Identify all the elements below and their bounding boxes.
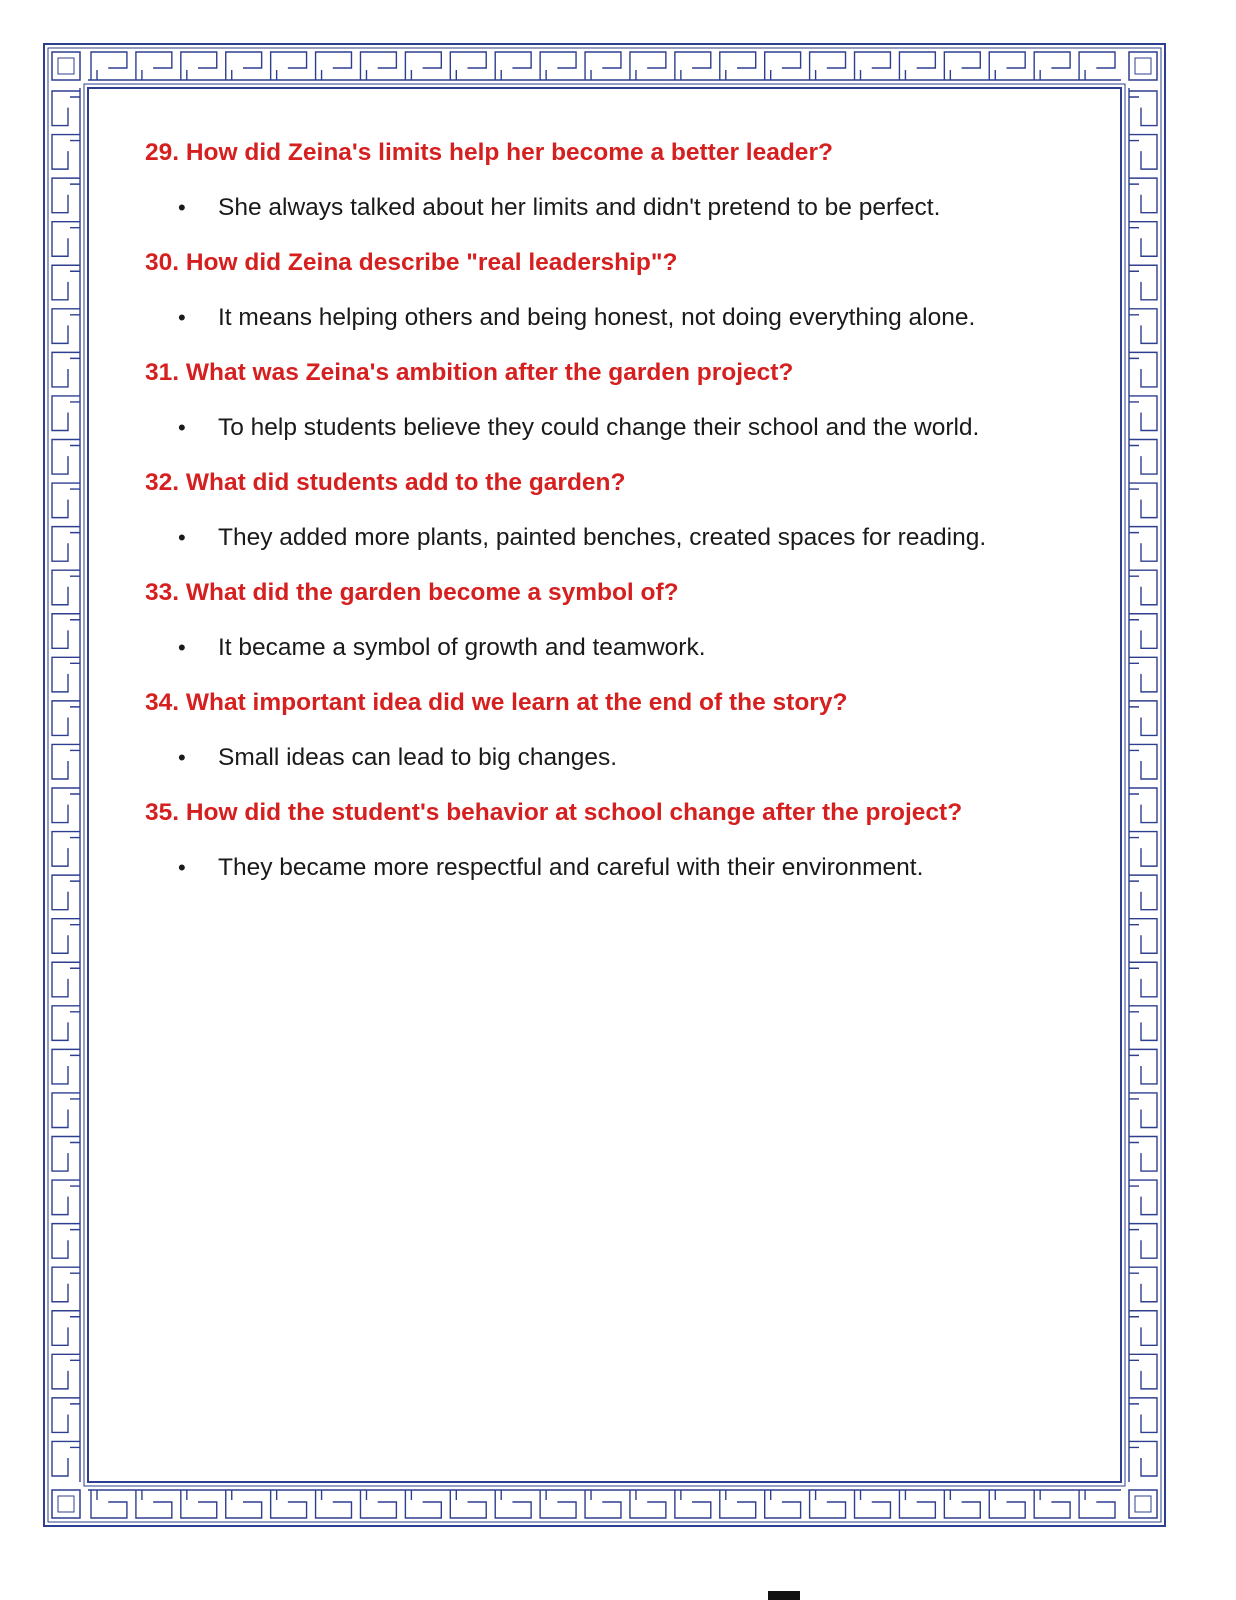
bullet-icon: • [178,855,186,880]
answer-34 [145,743,1105,773]
bullet-icon: • [178,195,186,220]
answer-30 [145,303,1105,333]
answer-text: It means helping others and being honest, not doing everything alone. [218,304,976,331]
qa-item-34 [145,688,1105,773]
answer-text: They added more plants, painted benches, created spaces for reading. [218,524,987,551]
answer-31 [145,413,1105,443]
bullet-icon: • [178,415,186,440]
answer-text: To help students believe they could change their school and the world. [218,414,980,441]
bullet-icon: • [178,745,186,770]
qa-item-31 [145,358,1105,443]
answer-text: They became more respectful and careful with their environment. [218,854,924,881]
question-31: 31. What was Zeina's ambition after the garden project? [145,359,794,386]
answer-35 [145,853,1105,883]
answer-text: It became a symbol of growth and teamwork. [218,634,706,661]
question-29: 29. How did Zeina's limits help her become a better leader? [145,139,833,166]
question-30: 30. How did Zeina describe "real leadership"? [145,249,678,276]
qa-item-29 [145,138,1105,223]
answer-text: She always talked about her limits and didn't pretend to be perfect. [218,194,941,221]
question-34: 34. What important idea did we learn at the end of the story? [145,689,848,716]
qa-item-33 [145,578,1105,663]
answer-29 [145,193,1105,223]
bullet-icon: • [178,305,186,330]
answer-33 [145,633,1105,663]
bullet-icon: • [178,635,186,660]
answer-text: Small ideas can lead to big changes. [218,744,618,771]
qa-item-32 [145,468,1105,553]
question-32: 32. What did students add to the garden? [145,469,626,496]
question-33: 33. What did the garden become a symbol of? [145,579,679,606]
qa-item-30 [145,248,1105,333]
qa-list [145,138,1105,908]
page-edge-mark [768,1591,800,1600]
question-35: 35. How did the student's behavior at school change after the project? [145,799,963,826]
answer-32 [145,523,1105,553]
bullet-icon: • [178,525,186,550]
qa-item-35 [145,798,1105,883]
